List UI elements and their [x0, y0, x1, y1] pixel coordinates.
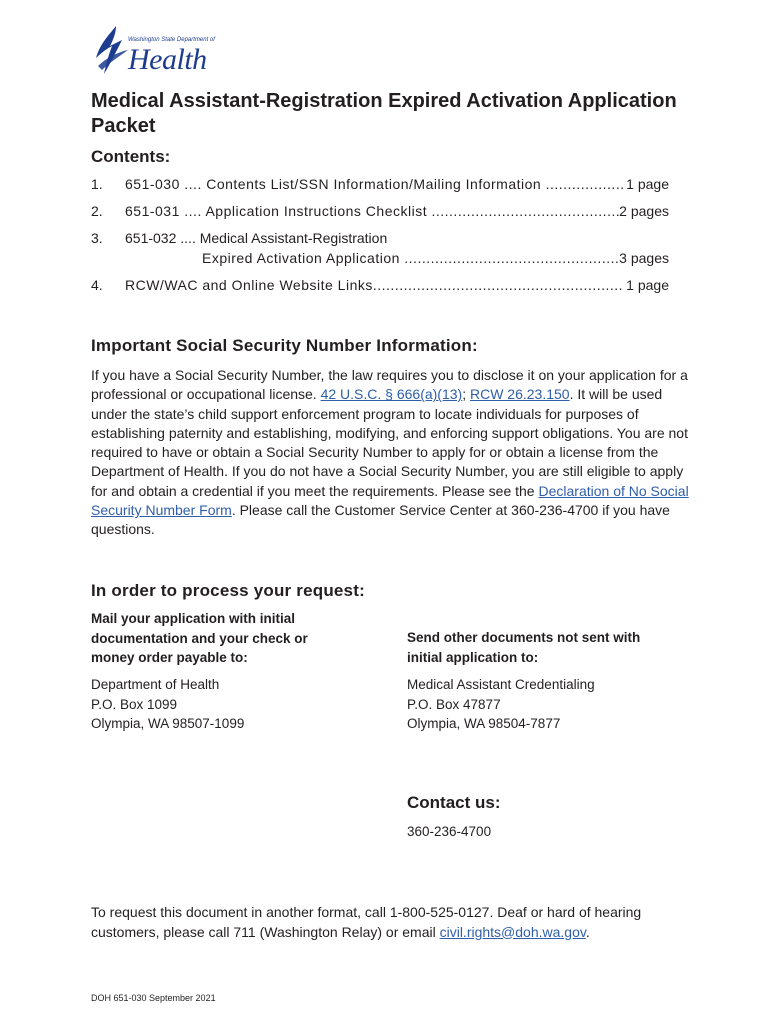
- other-documents-heading: Send other documents not sent with initial application to:: [407, 630, 641, 665]
- mail-application-heading: Mail your application with initial documentation and your check or money order payable to:: [91, 611, 308, 665]
- logo-health-text: Health: [128, 43, 207, 76]
- contents-item-number: 4.: [91, 277, 103, 293]
- other-documents-address: [407, 675, 667, 734]
- contents-item-pages: 3 pages: [619, 250, 669, 266]
- page-title: Medical Assistant-Registration Expired Activation Application Packet: [91, 90, 677, 137]
- address-line: Olympia, WA 98507-1099: [91, 716, 245, 731]
- contents-item-text: 651-031 .... Application Instructions Checklist ...........................................: [125, 203, 621, 219]
- contents-item: [91, 230, 669, 270]
- contact-phone: 360-236-4700: [407, 824, 492, 839]
- ssn-text-1: If you have a Social Security Number, the law requires you to disclose it on your application for a professional or occupational license.: [91, 367, 688, 403]
- contents-item-text: 651-030 .... Contents List/SSN Information/Mailing Information ..................: [125, 176, 625, 192]
- contents-item-text: RCW/WAC and Online Website Links.........................................................: [125, 277, 624, 293]
- accessibility-text: To request this document in another format, call 1-800-525-0127. Deaf or hard of hearing customers, please call 711 (Washington Relay) or email: [91, 904, 642, 940]
- mail-address: [91, 675, 351, 734]
- process-heading: In order to process your request:: [91, 581, 365, 600]
- email-link[interactable]: civil.rights@doh.wa.gov: [439, 923, 586, 940]
- contents-item: [91, 176, 669, 194]
- address-line: P.O. Box 1099: [91, 696, 178, 712]
- rcw-link[interactable]: RCW 26.23.150: [469, 386, 570, 403]
- address-line: P.O. Box 47877: [407, 696, 501, 712]
- contents-item: [91, 203, 669, 221]
- contents-item-text: 651-032 .... Medical Assistant-Registration: [125, 230, 388, 246]
- contents-item-pages: 1 page: [626, 176, 669, 192]
- contents-item-number: 3.: [91, 230, 103, 246]
- address-line: Olympia, WA 98504-7877: [407, 716, 561, 731]
- accessibility-notice: [91, 903, 651, 942]
- contents-item-pages: 2 pages: [619, 203, 669, 219]
- contents-item-number: 2.: [91, 203, 103, 219]
- ssn-text-3: . Please call the Customer Service Center at 360-236-4700 if you have questions.: [91, 502, 670, 538]
- no-ssn-form-link[interactable]: Declaration of No Social Security Number Form: [91, 482, 689, 519]
- ssn-paragraph: [91, 366, 691, 540]
- address-line: Medical Assistant Credentialing: [407, 677, 595, 692]
- logo-figure-icon: [92, 22, 132, 78]
- accessibility-end: .: [585, 923, 590, 940]
- contents-item-pages: 1 page: [626, 277, 669, 293]
- contact-heading: Contact us:: [407, 793, 501, 812]
- document-id: DOH 651-030 September 2021: [91, 993, 216, 1003]
- logo-small-text: Washington State Department of: [128, 37, 215, 43]
- ssn-heading: Important Social Security Number Information:: [91, 336, 478, 355]
- ssn-text-2: . It will be used under the state’s child support enforcement program to locate individuals for purposes of establishing paternity and establishing, modifying, and enforcing support obligations. You are not required to have or obtain a Social Security Number to apply for or obtain a license from the Department of Health. If you do not have a Social Security Number, you are still eligible to apply for and obtain a credential if you meet the requirements. Please see the: [91, 386, 688, 499]
- contents-item: [91, 277, 669, 295]
- contents-item-number: 1.: [91, 176, 103, 192]
- address-line: Department of Health: [91, 677, 220, 692]
- contents-heading: Contents:: [91, 147, 171, 166]
- contents-item-text-continued: Expired Activation Application .................................................: [202, 250, 620, 266]
- ssn-separator: ;: [462, 386, 470, 403]
- usc-link[interactable]: 42 U.S.C. § 666(a)(13): [320, 386, 463, 403]
